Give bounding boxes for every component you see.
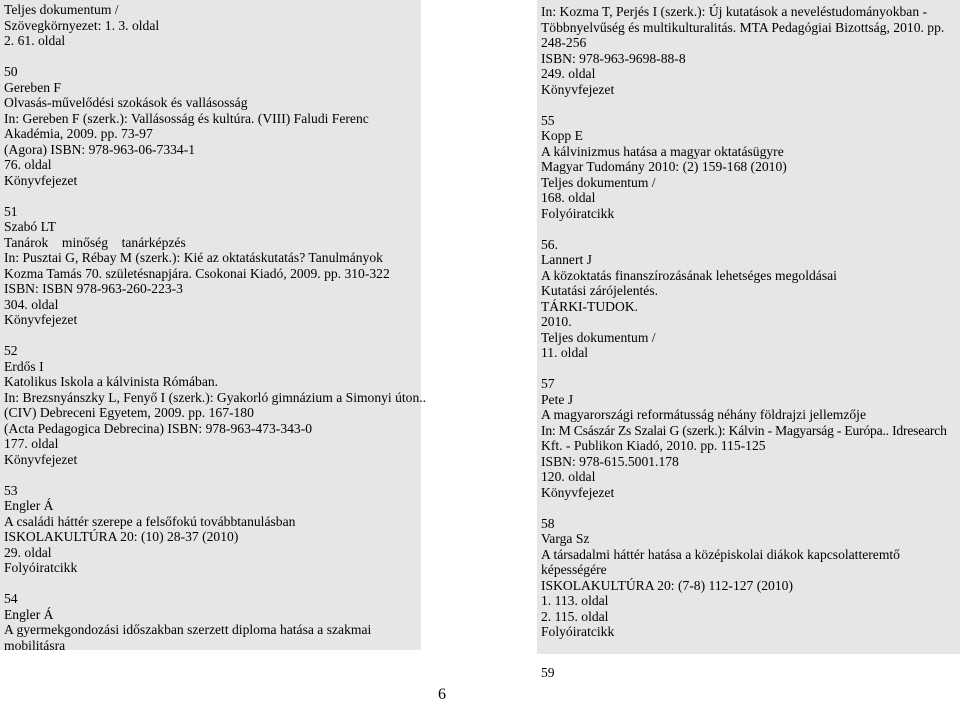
entry-author: Gereben F	[4, 79, 61, 95]
entry-author: Erdős I	[4, 358, 44, 374]
entry-number: 58	[541, 515, 555, 531]
entry-title: Katolikus Iskola a kálvinista Rómában.	[4, 374, 219, 389]
entry-type: Könyvfejezet	[4, 172, 78, 188]
text-line: In: Pusztai G, Rébay M (szerk.): Kié az oktatáskutatás? Tanulmányok	[4, 250, 383, 265]
entry-author: Pete J	[541, 391, 574, 407]
entry-title: A magyarországi reformátusság néhány földrajzi jellemzője	[541, 407, 866, 422]
text-line: 2010.	[541, 314, 572, 329]
text-line: 2. 115. oldal	[541, 608, 609, 624]
entry-type: Könyvfejezet	[4, 312, 78, 327]
entry-title: A családi háttér szerepe a felsőfokú továbbtanulásban	[4, 513, 296, 529]
text-line: Kozma Tamás 70. születésnapjára. Csokonai Kiadó, 2009. pp. 310-322	[4, 265, 390, 281]
text-line: 248-256	[541, 35, 587, 50]
entry-53	[4, 483, 421, 576]
text-line: (Agora) ISBN: 978-963-06-7334-1	[4, 141, 196, 157]
entry-52	[4, 343, 427, 467]
entry-title: A kálvinizmus hatása a magyar oktatásügyre	[541, 143, 784, 159]
text-line: 120. oldal	[541, 469, 596, 484]
entry-type: Könyvfejezet	[541, 81, 615, 97]
entry-type: Folyóiratcikk	[541, 624, 615, 639]
entry-type: Folyóiratcikk	[541, 205, 615, 221]
text-line: 249. oldal	[541, 66, 596, 81]
entry-54	[4, 591, 421, 653]
entry-title: Olvasás-művelődési szokások és vallásosság	[4, 95, 248, 110]
text-line: 177. oldal	[4, 436, 59, 451]
entry-author: Kopp E	[541, 128, 583, 143]
entry-number: 50	[4, 64, 18, 79]
page-number: 6	[438, 686, 446, 703]
text-line: ISBN: 978-615.5001.178	[541, 453, 679, 469]
entry-number: 55	[541, 112, 555, 128]
entry-number: 52	[4, 343, 18, 358]
text-line: ISBN: 978-963-9698-88-8	[541, 50, 686, 66]
entry-58	[541, 516, 960, 640]
entry-59-number: 59	[541, 665, 555, 680]
entry-title: A gyermekgondozási időszakban szerzett diploma hatása a szakmai	[4, 622, 372, 637]
text-line: Kft. - Publikon Kiadó, 2010. pp. 115-125	[541, 438, 766, 453]
text-line: ISKOLAKULTÚRA 20: (10) 28-37 (2010)	[4, 529, 239, 544]
entry-55	[541, 113, 960, 222]
text-line: ISBN: ISBN 978-963-260-223-3	[4, 281, 183, 296]
entry-number: 54	[4, 591, 18, 606]
text-line: Szövegkörnyezet: 1. 3. oldal	[4, 17, 160, 33]
entry-author: Engler Á	[4, 606, 54, 622]
entry-author: Lannert J	[541, 252, 592, 267]
text-line: 76. oldal	[4, 157, 52, 172]
left-column	[0, 0, 427, 653]
text-line: ISKOLAKULTÚRA 20: (7-8) 112-127 (2010)	[541, 577, 793, 593]
right-column	[537, 0, 960, 654]
text-line: In: Kozma T, Perjés I (szerk.): Új kutatások a neveléstudományokban -	[541, 4, 928, 19]
text-line: Teljes dokumentum /	[541, 174, 656, 190]
text-line: Kutatási zárójelentés.	[541, 283, 659, 298]
entry-51	[4, 204, 421, 328]
entry-continued	[541, 4, 960, 97]
entry-56	[541, 237, 960, 361]
text-line: 304. oldal	[4, 296, 59, 312]
entry-title: Tanárok minőség tanárképzés	[4, 234, 186, 250]
text-line: (CIV) Debreceni Egyetem, 2009. pp. 167-180	[4, 405, 254, 420]
text-line: In: Gereben F (szerk.): Vallásosság és kultúra. (VIII) Faludi Ferenc	[4, 110, 369, 126]
entry-type: Könyvfejezet	[541, 484, 615, 500]
text-line: (Acta Pedagogica Debrecina) ISBN: 978-963-473-343-0	[4, 420, 313, 436]
entry-author: Varga Sz	[541, 531, 590, 546]
text-line: 168. oldal	[541, 190, 596, 205]
entry-number: 56.	[541, 236, 558, 252]
entry-number: 57	[541, 376, 555, 391]
entry-number: 51	[4, 203, 18, 219]
text-line: Többnyelvűség és multikulturalitás. MTA Pedagógiai Bizottság, 2010. pp.	[541, 19, 945, 35]
text-line: Teljes dokumentum /	[541, 329, 656, 345]
entry-50	[4, 64, 421, 188]
entry-author: Engler Á	[4, 498, 54, 513]
text-line: TÁRKI-TUDOK.	[541, 298, 639, 314]
text-line: Magyar Tudomány 2010: (2) 159-168 (2010)	[541, 159, 787, 174]
text-line: In: M Császár Zs Szalai G (szerk.): Kálvin - Magyarság - Európa.. Idresearch	[541, 422, 947, 438]
entry-continued	[4, 2, 421, 49]
text-line: 1. 113. oldal	[541, 593, 609, 608]
entry-type: Folyóiratcikk	[4, 560, 78, 575]
text-line: Akadémia, 2009. pp. 73-97	[4, 126, 153, 141]
text-line: 29. oldal	[4, 544, 52, 560]
entry-number: 53	[4, 482, 18, 498]
text-line: 2. 61. oldal	[4, 33, 66, 48]
entry-57	[541, 376, 960, 500]
text-line: In: Brezsnyánszky L, Fenyő I (szerk.): Gyakorló gimnázium a Simonyi úton..	[4, 389, 427, 405]
entry-author: Szabó LT	[4, 219, 56, 234]
text-line: mobilitásra	[4, 637, 66, 653]
text-line: Teljes dokumentum /	[4, 2, 119, 17]
text-line: képességére	[541, 562, 607, 577]
entry-title: A társadalmi háttér hatása a középiskolai diákok kapcsolatteremtő	[541, 546, 900, 562]
entry-title: A közoktatás finanszírozásának lehetséges megoldásai	[541, 267, 837, 283]
entry-type: Könyvfejezet	[4, 451, 78, 467]
text-line: 11. oldal	[541, 345, 589, 360]
